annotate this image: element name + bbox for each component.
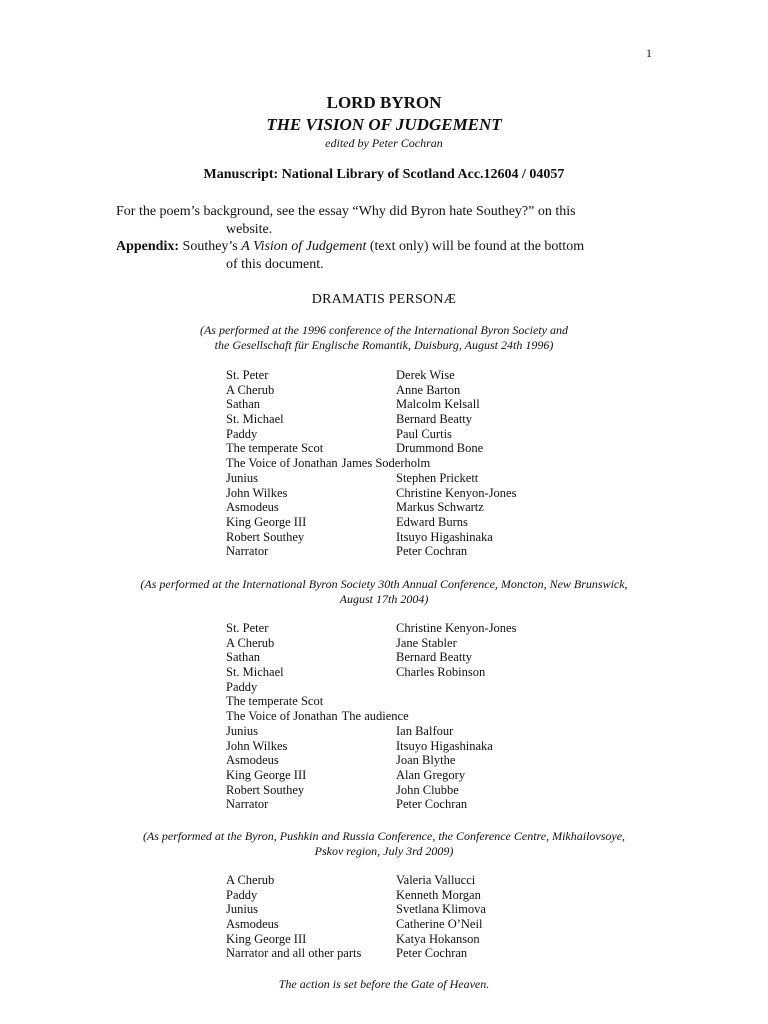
cast-row [226,873,566,888]
cast-row [226,412,566,427]
cast-actor: Alan Gregory [396,767,466,782]
cast-role: Junius [226,723,258,738]
cast-role: St. Peter [226,368,269,382]
background-note [116,203,676,239]
page-number: 1 [646,46,652,60]
appendix-label: Appendix: [116,239,180,254]
cast-row [226,397,566,412]
cast-row [226,797,566,812]
cast-actor: Itsuyo Higashinaka [396,529,493,544]
cast-actor: Charles Robinson [396,665,486,680]
cast-row [226,946,566,961]
cast-actor: Christine Kenyon-Jones [396,621,517,635]
performance-caption-3 [0,829,768,859]
cast-actor: Joan Blythe [396,753,456,768]
cast-role: Sathan [226,650,261,665]
cast-role: The temperate Scot [226,441,324,456]
cast-actor: Edward Burns [396,514,468,529]
cast-row [226,368,566,383]
setting-note: The action is set before the Gate of Heaven. [278,977,490,991]
cast-role: Junius [226,902,258,917]
cast-row [226,768,566,783]
cast-role: King George III [226,931,307,946]
cast-row [226,530,566,545]
cast-row [226,680,566,695]
cast-role: St. Michael [226,412,284,427]
cast-row [226,753,566,768]
cast-list-1 [226,368,566,559]
cast-role: Narrator and all other parts [226,946,362,961]
cast-row [226,441,566,456]
performance-caption-1 [0,323,768,353]
appendix-text-2: (text only) will be found at the bottom [366,239,585,254]
dramatis-personae-heading: DRAMATIS PERSONÆ [311,292,457,307]
cast-list-3 [226,873,566,961]
cast-row [226,917,566,932]
work-title: THE VISION OF JUDGEMENT [266,115,502,134]
appendix-text-1: Southey’s [179,239,242,254]
performance-caption-2 [0,577,768,607]
cast-row [226,694,566,709]
cast-row [226,783,566,798]
manuscript-source: Manuscript: National Library of Scotland Acc.12604 / 04057 [203,167,565,182]
cast-actor: Itsuyo Higashinaka [396,738,493,753]
cast-role: John Wilkes [226,738,288,753]
cast-actor: Svetlana Klimova [396,902,486,917]
cast-role: Robert Southey [226,782,305,797]
cast-actor: Peter Cochran [396,946,468,961]
cast-role: A Cherub [226,635,275,650]
cast-row [226,621,566,636]
background-line-2: website. [226,222,273,237]
cast-actor: Bernard Beatty [396,650,473,665]
cast-role: King George III [226,767,307,782]
cast-actor: Valeria Vallucci [396,873,476,887]
cast-row [226,544,566,559]
cast-actor: Bernard Beatty [396,412,473,427]
cast-actor: Stephen Prickett [396,470,479,485]
cast-role: The Voice of Jonathan [226,709,338,724]
cast-actor: James Soderholm [341,456,431,471]
cast-role: Paddy [226,426,258,441]
cast-role: A Cherub [226,382,275,397]
cast-role: St. Peter [226,621,269,635]
cast-role: Asmodeus [226,500,279,515]
cast-role: Narrator [226,544,269,559]
cast-role: Paddy [226,679,258,694]
appendix-work-title: A Vision of Judgement [241,239,367,254]
cast-row [226,665,566,680]
cast-actor: Malcolm Kelsall [396,397,480,412]
cast-role: Sathan [226,397,261,412]
cast-role: The Voice of Jonathan [226,456,338,471]
performance-caption-line: the Gesellschaft für Englische Romantik, Duisburg, August 24th 1996) [214,338,554,352]
cast-row [226,500,566,515]
cast-actor: Kenneth Morgan [396,887,481,902]
performance-caption-line: Pskov region, July 3rd 2009) [314,844,454,858]
cast-row [226,471,566,486]
cast-row [226,650,566,665]
cast-row [226,888,566,903]
cast-actor: Peter Cochran [396,797,468,812]
cast-actor: Ian Balfour [396,723,454,738]
cast-row [226,932,566,947]
performance-caption-line: (As performed at the International Byron Society 30th Annual Conference, Moncton, New Brunswick, [140,577,628,591]
cast-row [226,486,566,501]
cast-role: Asmodeus [226,753,279,768]
cast-role: The temperate Scot [226,694,324,709]
cast-role: Robert Southey [226,529,305,544]
cast-role: A Cherub [226,873,275,887]
performance-caption-line: (As performed at the 1996 conference of the International Byron Society and [199,323,569,337]
cast-role: Junius [226,470,258,485]
cast-actor: The audience [341,709,409,724]
cast-actor: Drummond Bone [396,441,484,456]
cast-row [226,427,566,442]
author-heading: LORD BYRON [326,93,442,112]
cast-role: Paddy [226,887,258,902]
cast-row [226,739,566,754]
cast-list-2 [226,621,566,812]
appendix-note [116,238,676,274]
cast-row [226,515,566,530]
appendix-line-2: of this document. [226,257,324,272]
cast-row [226,636,566,651]
cast-actor: Derek Wise [396,368,455,382]
cast-actor: Peter Cochran [396,544,468,559]
performance-caption-line: August 17th 2004) [339,592,429,606]
cast-row [226,902,566,917]
background-line-1: For the poem’s background, see the essay “Why did Byron hate Southey?” on this [116,204,576,219]
editor-credit: edited by Peter Cochran [325,136,443,150]
cast-role: John Wilkes [226,485,288,500]
cast-actor: Markus Schwartz [396,500,484,515]
cast-role: Narrator [226,797,269,812]
cast-actor: Katya Hokanson [396,931,480,946]
cast-actor: Paul Curtis [396,426,452,441]
cast-role: Asmodeus [226,917,279,932]
cast-row [226,383,566,398]
cast-actor: Catherine O’Neil [396,917,483,932]
performance-caption-line: (As performed at the Byron, Pushkin and Russia Conference, the Conference Centre, Mikhailovsoye, [142,829,626,843]
cast-actor: John Clubbe [396,782,459,797]
cast-row [226,709,566,724]
cast-row [226,456,566,471]
cast-actor: Anne Barton [396,382,461,397]
cast-role: King George III [226,514,307,529]
cast-role: St. Michael [226,665,284,680]
cast-row [226,724,566,739]
cast-actor: Jane Stabler [396,635,457,650]
cast-actor: Christine Kenyon-Jones [396,485,517,500]
